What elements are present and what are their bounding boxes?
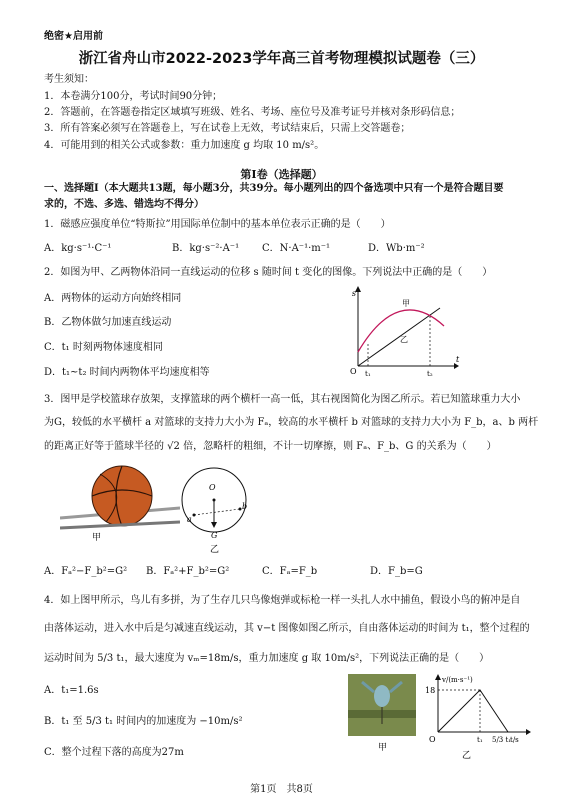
section-instruction-line1: 一、选择题Ⅰ（本大题共13题，每小题3分，共39分。每小题列出的四个备选项中只有一个是符合题目要 [44,183,504,194]
q1-option-c: C．N·A⁻¹·m⁻¹ [262,243,331,254]
q2-option-c: C．t₁ 时刻两物体速度相同 [44,342,163,353]
q4-t-axis-label: t/s [510,736,519,744]
q3-option-d: D．F_b=G [370,566,423,577]
q4-t-arrow [526,729,531,735]
q4-option-c: C．整个过程下落的高度为27m [44,747,184,758]
q3-line3: 的距离正好等于篮球半径的 √2 倍，忽略杆的粗细，不计一切摩擦，则 Fₐ、F_b、G 的关系为（ ） [44,441,497,452]
q4-v-arrow [435,674,441,680]
q4-line2: 由落体运动，进入水中后是匀减速直线运动，其 v−t 图像如图乙所示，自由落体运动的时间为 t₁，整个过程的 [44,623,530,634]
q4-t53-label: 5/3 t₁ [492,736,512,744]
q2-jia-label: 甲 [402,299,410,308]
q3-label-o: O [209,483,216,492]
q3-ab-line [194,509,240,515]
q4-origin-label: O [429,735,436,744]
q4-option-b: B．t₁ 至 5/3 t₁ 时间内的加速度为 −10m/s² [44,716,243,727]
q4-option-a: A．t₁=1.6s [44,685,99,696]
q2-origin-label: O [350,367,357,376]
q1-option-d: D．Wb·m⁻² [368,243,425,254]
exam-title: 浙江省舟山市2022-2023学年高三首考物理模拟试题卷（三） [78,51,485,67]
q4-v-axis-label: v/(m·s⁻¹) [442,676,473,684]
q3-diagram [180,460,260,556]
q2-curve-jia [358,310,444,352]
q3-fig-jia-label: 甲 [92,533,102,542]
q2-s-label: s [351,289,356,298]
q4-fig-jia-label: 甲 [378,743,388,753]
q2-t-label: t [456,355,460,364]
notice-item-1: 1．本卷满分100分，考试时间90分钟； [44,91,223,102]
secret-label: 绝密★启用前 [44,31,103,42]
q4-fig-yi-label: 乙 [462,751,472,761]
q3-label-b: b [242,502,248,511]
page-number: 第1页 共8页 [250,784,313,795]
q3-fig-yi-label: 乙 [210,545,220,555]
q2-option-d: D．t₁~t₂ 时间内两物体平均速度相等 [44,367,210,378]
q4-t1-label: t₁ [477,736,483,744]
q2-option-a: A．两物体的运动方向始终相同 [44,293,182,304]
q3-gravity-arrow [211,522,217,528]
q3-label-a: a [187,515,192,524]
q3-option-a: A．Fₐ²−F_b²=G² [44,566,128,577]
q3-option-b: B．Fₐ²+F_b²=G² [146,566,230,577]
q2-yi-label: 乙 [400,335,408,344]
notice-item-4: 4．可能用到的相关公式或参数：重力加速度 g 均取 10 m/s²。 [44,140,325,151]
notice-item-3: 3．所有答案必须写在答题卷上，写在试卷上无效，考试结束后，只需上交答题卷； [44,123,411,134]
q4-line1: 4．如上图甲所示，鸟儿有多拼，为了生存几只鸟像炮弹或标枪一样一头扎人水中捕鱼，假设小鸟的俯冲是自 [44,595,521,606]
q2-line-yi [358,308,440,366]
q2-stem: 2．如图为甲、乙两物体沿同一直线运动的位移 s 随时间 t 变化的图像。下列说法中正确的是（ ） [44,267,493,278]
q4-bird-photo [348,674,416,754]
q4-vt-graph [422,672,532,766]
q3-line2: 为G，较低的水平横杆 a 对篮球的支持力大小为 Fₐ，较高的水平横杆 b 对篮球的支持力大小为 F_b，a、b 两杆 [44,417,539,428]
q4-v18-label: 18 [425,686,436,695]
q3-line1: 3．图甲是学校篮球存放架，支撑篮球的两个横杆一高一低，其右视图简化为图乙所示。若已知篮球重力大小 [44,394,521,405]
section-instruction-line2: 求的，不选、多选、错选均不得分） [44,199,204,210]
q1-option-b: B．kg·s⁻²·A⁻¹ [172,243,240,254]
q4-vt-line [438,690,508,732]
q2-t1-label: t₁ [365,370,371,378]
notice-heading: 考生须知： [44,74,94,85]
notice-item-2: 2．答题前，在答题卷指定区域填写班级、姓名、考场、座位号及准考证号并核对条形码信息； [44,107,461,118]
q1-option-a: A．kg·s⁻¹·C⁻¹ [44,243,112,254]
q3-basketball-photo [60,462,180,542]
q3-option-c: C．Fₐ=F_b [262,566,318,577]
q3-label-g: G [211,531,218,540]
section-title: 第Ⅰ卷（选择题） [240,168,323,181]
q4-line3: 运动时间为 5/3 t₁，最大速度为 vₘ=18m/s，重力加速度 g 取 10m/s²，下列说法正确的是（ ） [44,653,490,664]
q2-option-b: B．乙物体做匀加速直线运动 [44,317,172,328]
q2-t2-label: t₂ [427,370,433,378]
q3-point-a [193,514,196,517]
q2-graph [340,284,460,380]
bird-icon [374,685,390,707]
q1-stem: 1．磁感应强度单位“特斯拉”用国际单位制中的基本单位表示正确的是（ ） [44,219,391,230]
